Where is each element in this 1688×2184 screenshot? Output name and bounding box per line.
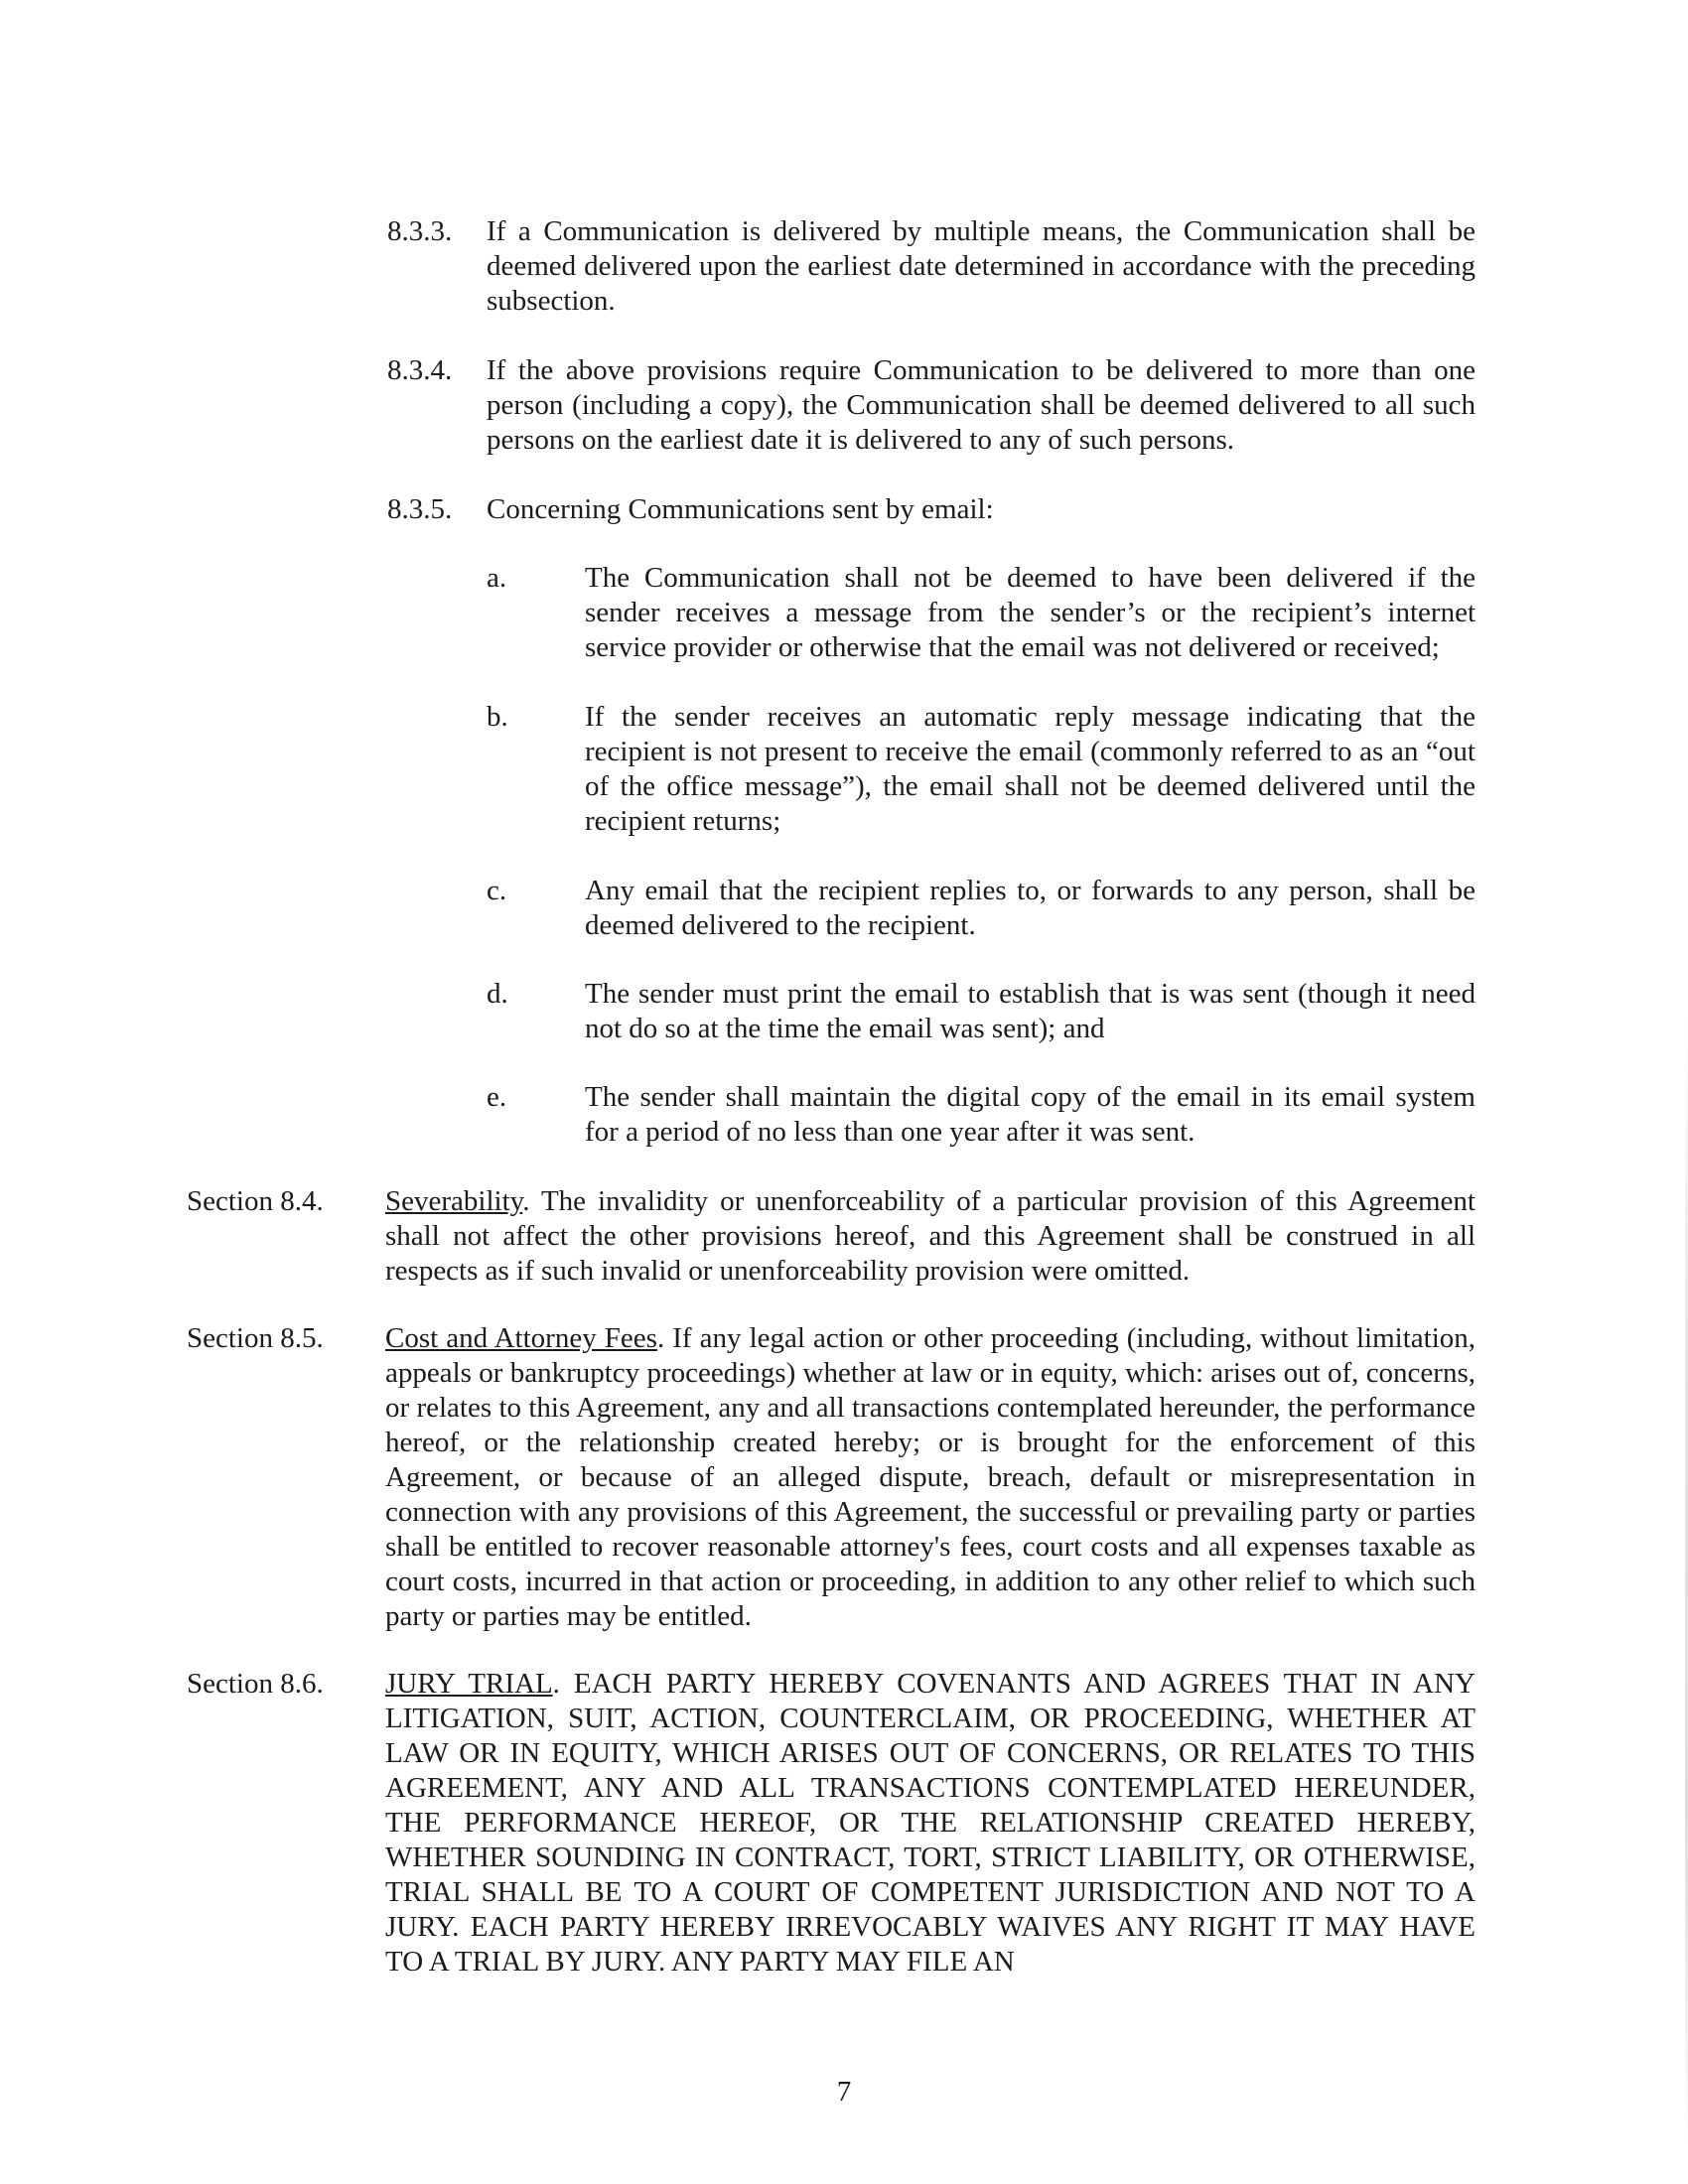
- email-item-text-e: The sender shall maintain the digital copy of the email in its email system for a period of no less than one year after it was sent.: [585, 1081, 1476, 1148]
- email-item-letter-c: c.: [487, 875, 507, 906]
- section-heading-jury-trial: JURY TRIAL: [385, 1668, 553, 1700]
- email-item-letter-b: b.: [487, 701, 508, 733]
- email-item-text-c: Any email that the recipient replies to, or forwards to any person, shall be deemed delivered to the recipient.: [585, 875, 1476, 941]
- subsection-number-8-3-5: 8.3.5.: [387, 493, 453, 525]
- section-text-8-6: . EACH PARTY HEREBY COVENANTS AND AGREES THAT IN ANY LITIGATION, SUIT, ACTION, COUNTERCLAIM, OR PROCEEDING, WHETHER AT LAW OR IN EQUITY, WHICH ARISES OUT OF CONCERNS, OR RELATES TO THIS AGREEMENT, ANY AND ALL TRANSACTIONS CONTEMPLATED HEREUNDER, THE PERFORMANCE HEREOF, OR THE RELATIONSHIP CREATED HEREBY, WHETHER SOUNDING IN CONTRACT, TORT, STRICT LIABILITY, OR OTHERWISE, TRIAL SHALL BE TO A COURT OF COMPETENT JURISDICTION AND NOT TO A JURY. EACH PARTY HEREBY IRREVOCABLY WAIVES ANY RIGHT IT MAY HAVE TO A TRIAL BY JURY. ANY PARTY MAY FILE AN: [385, 1668, 1476, 1978]
- section-text-8-4: . The invalidity or unenforceability of a particular provision of this Agreement shall not affect the other provisions hereof, and this Agreement shall be construed in all respects as if such invalid or unenforceability provision were omitted.: [385, 1185, 1476, 1287]
- section-label-8-5: Section 8.5.: [187, 1322, 324, 1354]
- email-item-letter-a: a.: [487, 562, 507, 594]
- section-body-8-6: [385, 1667, 1476, 1979]
- email-item-text-d: The sender must print the email to establish that is was sent (though it need not do so at the time the email was sent); and: [585, 978, 1476, 1044]
- subsection-text-8-3-4: If the above provisions require Communication to be delivered to more than one person (including a copy), the Communication shall be deemed delivered to all such persons on the earliest date it is delivered to any of such persons.: [487, 354, 1476, 456]
- section-heading-cost-attorney-fees: Cost and Attorney Fees: [385, 1322, 657, 1354]
- section-heading-severability: Severability: [385, 1185, 523, 1217]
- section-label-8-4: Section 8.4.: [187, 1185, 324, 1217]
- subsection-number-8-3-4: 8.3.4.: [387, 354, 453, 386]
- section-body-8-4: [385, 1184, 1476, 1289]
- subsection-text-8-3-5: Concerning Communications sent by email:: [487, 493, 994, 525]
- section-label-8-6: Section 8.6.: [187, 1668, 324, 1700]
- email-item-letter-e: e.: [487, 1081, 507, 1113]
- email-item-letter-d: d.: [487, 978, 508, 1010]
- email-item-text-a: The Communication shall not be deemed to have been delivered if the sender receives a message from the sender’s or the recipient’s internet service provider or otherwise that the email was not delivered or received;: [585, 562, 1476, 663]
- section-text-8-5: . If any legal action or other proceeding (including, without limitation, appeals or bankruptcy proceedings) whether at law or in equity, which: arises out of, concerns, or relates to this Agreement, any and all transactions contemplated hereunder, the performance hereof, or the relationship created hereby; or is brought for the enforcement of this Agreement, or because of an alleged dispute, breach, default or misrepresentation in connection with any provisions of this Agreement, the successful or prevailing party or parties shall be entitled to recover reasonable attorney's fees, court costs and all expenses taxable as court costs, incurred in that action or proceeding, in addition to any other relief to which such party or parties may be entitled.: [385, 1322, 1477, 1632]
- section-body-8-5: [385, 1321, 1476, 1634]
- email-item-text-b: If the sender receives an automatic reply message indicating that the recipient is not present to receive the email (commonly referred to as an “out of the office message”), the email shall not be deemed delivered until the recipient returns;: [585, 701, 1476, 837]
- page-number: 7: [836, 2076, 852, 2108]
- subsection-number-8-3-3: 8.3.3.: [387, 215, 453, 247]
- subsection-text-8-3-3: If a Communication is delivered by multiple means, the Communication shall be deemed delivered upon the earliest date determined in accordance with the preceding subsection.: [487, 215, 1476, 317]
